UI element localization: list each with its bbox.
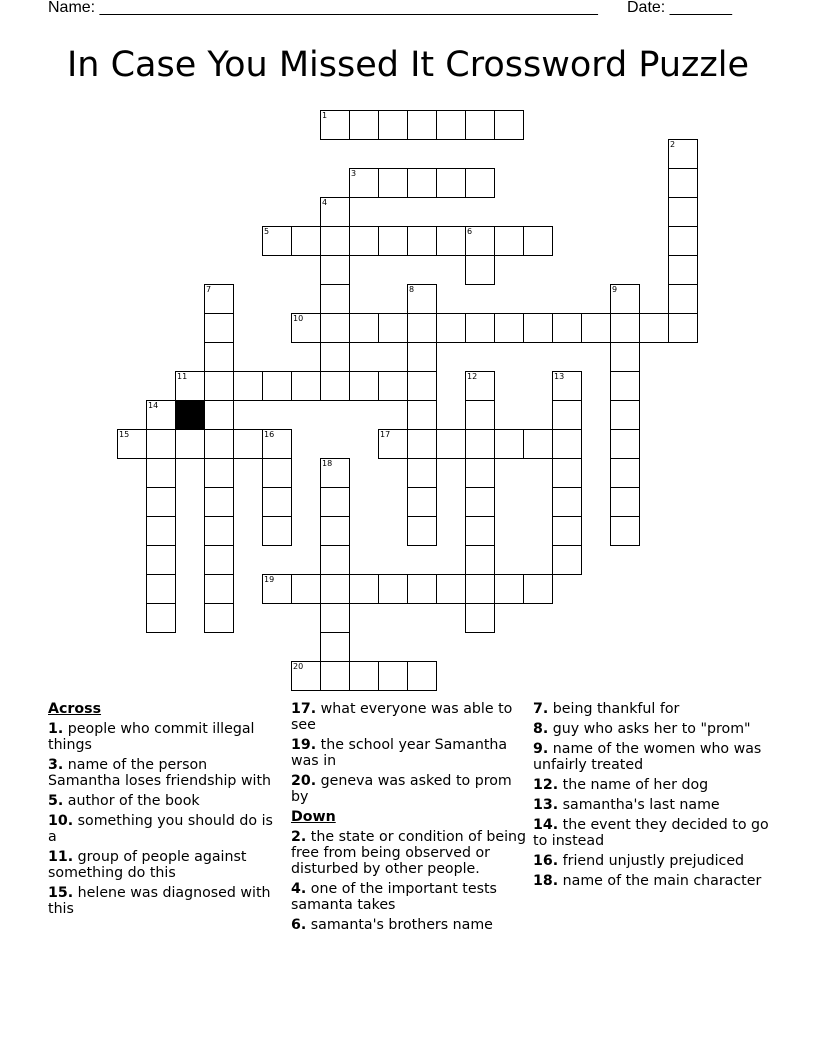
page-title: In Case You Missed It Crossword Puzzle: [66, 45, 750, 85]
grid-cell[interactable]: [610, 458, 640, 488]
grid-cell[interactable]: [494, 110, 524, 140]
clue-number: 9: [612, 285, 618, 294]
grid-cell[interactable]: [436, 313, 466, 343]
down-clue: 12. the name of her dog: [533, 777, 709, 793]
grid-cell[interactable]: [204, 545, 234, 575]
grid-cell[interactable]: [175, 371, 205, 401]
grid-cell[interactable]: [407, 429, 437, 459]
grid-cell[interactable]: [436, 429, 466, 459]
grid-cell[interactable]: [639, 313, 669, 343]
grid-cell[interactable]: [465, 545, 495, 575]
date-field: Date: _______: [627, 0, 732, 16]
grid-cell[interactable]: [465, 371, 495, 401]
grid-cell[interactable]: [378, 429, 408, 459]
grid-cell[interactable]: [668, 139, 698, 169]
clue-number: 20: [293, 662, 304, 671]
grid-cell[interactable]: [378, 313, 408, 343]
grid-cell[interactable]: [407, 168, 437, 198]
grid-cell[interactable]: [523, 313, 553, 343]
clue-number: 14: [148, 401, 159, 410]
grid-cell[interactable]: [436, 168, 466, 198]
grid-cell[interactable]: [146, 516, 176, 546]
grid-cell[interactable]: [668, 168, 698, 198]
grid-cell[interactable]: [668, 197, 698, 227]
across-heading: Across: [48, 701, 102, 717]
clue-number: 11: [177, 372, 188, 381]
grid-cell[interactable]: [349, 661, 379, 691]
grid-cell[interactable]: [407, 574, 437, 604]
grid-cell[interactable]: [233, 429, 263, 459]
grid-cell[interactable]: [262, 487, 292, 517]
grid-cell[interactable]: [465, 603, 495, 633]
grid-cell[interactable]: [320, 342, 350, 372]
grid-cell[interactable]: [407, 487, 437, 517]
grid-cell[interactable]: [262, 516, 292, 546]
grid-cell[interactable]: [378, 574, 408, 604]
grid-cell[interactable]: [175, 429, 205, 459]
clue-column-3: [533, 701, 769, 893]
down-clue: 16. friend unjustly prejudiced: [533, 853, 745, 869]
grid-cell[interactable]: [465, 574, 495, 604]
grid-cell[interactable]: [552, 516, 582, 546]
grid-cell[interactable]: [407, 110, 437, 140]
grid-cell[interactable]: [465, 429, 495, 459]
grid-cell[interactable]: [262, 574, 292, 604]
down-clue: 14. the event they decided to go to instead: [533, 817, 769, 849]
grid-cell[interactable]: [378, 168, 408, 198]
grid-cell[interactable]: [610, 342, 640, 372]
grid-cell[interactable]: [349, 574, 379, 604]
clue-number: 4: [322, 198, 328, 207]
grid-cell[interactable]: [320, 661, 350, 691]
grid-cell[interactable]: [204, 284, 234, 314]
grid-cell[interactable]: [436, 574, 466, 604]
grid-cell[interactable]: [523, 429, 553, 459]
grid-cell[interactable]: [581, 313, 611, 343]
grid-cell[interactable]: [320, 487, 350, 517]
grid-cell[interactable]: [146, 545, 176, 575]
grid-cell[interactable]: [552, 458, 582, 488]
across-clue: 17. what everyone was able to see: [291, 701, 513, 733]
grid-cell[interactable]: [378, 226, 408, 256]
grid-cell[interactable]: [320, 110, 350, 140]
down-clue: 4. one of the important tests samanta takes: [291, 881, 497, 913]
grid-cell[interactable]: [291, 371, 321, 401]
clue-number: 5: [264, 227, 270, 236]
grid-cell[interactable]: [320, 516, 350, 546]
clue-number: 12: [467, 372, 478, 381]
blocked-square: [175, 400, 205, 430]
grid-cell[interactable]: [668, 313, 698, 343]
grid-cell[interactable]: [465, 516, 495, 546]
grid-cell[interactable]: [320, 313, 350, 343]
grid-cell[interactable]: [465, 458, 495, 488]
grid-cell[interactable]: [610, 371, 640, 401]
grid-cell[interactable]: [552, 545, 582, 575]
grid-cell[interactable]: [552, 400, 582, 430]
grid-cell[interactable]: [320, 574, 350, 604]
grid-cell[interactable]: [204, 342, 234, 372]
grid-cell[interactable]: [465, 226, 495, 256]
clue-number: 18: [322, 459, 333, 468]
grid-cell[interactable]: [668, 255, 698, 285]
clue-number: 8: [409, 285, 415, 294]
grid-cell[interactable]: [262, 226, 292, 256]
grid-cell[interactable]: [320, 197, 350, 227]
down-heading: Down: [291, 809, 336, 825]
clue-column-2: [291, 701, 527, 937]
grid-cell[interactable]: [349, 110, 379, 140]
clue-number: 15: [119, 430, 130, 439]
grid-cell[interactable]: [320, 545, 350, 575]
grid-cell[interactable]: [262, 429, 292, 459]
grid-cell[interactable]: [291, 574, 321, 604]
across-clue: 15. helene was diagnosed with this: [48, 885, 271, 917]
grid-cell[interactable]: [668, 226, 698, 256]
down-clue: 9. name of the women who was unfairly treated: [533, 741, 762, 773]
grid-cell[interactable]: [465, 313, 495, 343]
grid-cell[interactable]: [204, 574, 234, 604]
down-clue: 8. guy who asks her to "prom": [533, 721, 751, 737]
grid-cell[interactable]: [523, 574, 553, 604]
grid-cell[interactable]: [465, 400, 495, 430]
grid-cell[interactable]: [465, 487, 495, 517]
grid-cell[interactable]: [610, 400, 640, 430]
grid-cell[interactable]: [291, 226, 321, 256]
clue-number: 6: [467, 227, 473, 236]
grid-cell[interactable]: [320, 226, 350, 256]
grid-cell[interactable]: [610, 487, 640, 517]
grid-cell[interactable]: [204, 429, 234, 459]
grid-cell[interactable]: [146, 429, 176, 459]
name-field: Name: ________________________________________________________: [48, 0, 598, 16]
grid-cell[interactable]: [407, 313, 437, 343]
grid-cell[interactable]: [494, 574, 524, 604]
grid-cell[interactable]: [407, 342, 437, 372]
grid-cell[interactable]: [349, 313, 379, 343]
grid-cell[interactable]: [262, 371, 292, 401]
grid-cell[interactable]: [407, 516, 437, 546]
grid-cell[interactable]: [349, 226, 379, 256]
grid-cell[interactable]: [407, 661, 437, 691]
across-clue: 10. something you should do is a: [48, 813, 273, 845]
grid-cell[interactable]: [465, 255, 495, 285]
clue-column-1: [48, 701, 280, 921]
grid-cell[interactable]: [494, 429, 524, 459]
grid-cell[interactable]: [320, 458, 350, 488]
grid-cell[interactable]: [320, 255, 350, 285]
grid-cell[interactable]: [610, 516, 640, 546]
grid-cell[interactable]: [146, 603, 176, 633]
clue-number: 13: [554, 372, 565, 381]
grid-cell[interactable]: [320, 284, 350, 314]
grid-cell[interactable]: [349, 168, 379, 198]
grid-cell[interactable]: [668, 284, 698, 314]
grid-cell[interactable]: [146, 458, 176, 488]
grid-cell[interactable]: [552, 313, 582, 343]
grid-cell[interactable]: [204, 400, 234, 430]
down-clue: 13. samantha's last name: [533, 797, 720, 813]
grid-cell[interactable]: [146, 487, 176, 517]
grid-cell[interactable]: [610, 429, 640, 459]
grid-cell[interactable]: [610, 313, 640, 343]
clue-number: 3: [351, 169, 357, 178]
grid-cell[interactable]: [204, 603, 234, 633]
grid-cell[interactable]: [494, 313, 524, 343]
across-clue: 19. the school year Samantha was in: [291, 737, 508, 769]
grid-cell[interactable]: [204, 458, 234, 488]
grid-cell[interactable]: [465, 168, 495, 198]
grid-cell[interactable]: [262, 458, 292, 488]
grid-cell[interactable]: [552, 487, 582, 517]
grid-cell[interactable]: [378, 371, 408, 401]
grid-cell[interactable]: [204, 487, 234, 517]
grid-cell[interactable]: [436, 226, 466, 256]
grid-cell[interactable]: [494, 226, 524, 256]
grid-cell[interactable]: [204, 371, 234, 401]
grid-cell[interactable]: [291, 661, 321, 691]
grid-cell[interactable]: [320, 632, 350, 662]
grid-cell[interactable]: [552, 371, 582, 401]
down-clue: 7. being thankful for: [533, 701, 680, 717]
grid-cell[interactable]: [523, 226, 553, 256]
across-clue: 1. people who commit illegal things: [48, 721, 255, 753]
grid-cell[interactable]: [320, 603, 350, 633]
grid-cell[interactable]: [204, 516, 234, 546]
clue-number: 16: [264, 430, 275, 439]
grid-cell[interactable]: [407, 226, 437, 256]
grid-cell[interactable]: [407, 284, 437, 314]
grid-cell[interactable]: [552, 429, 582, 459]
across-clue: 11. group of people against something do this: [48, 849, 247, 881]
clue-number: 1: [322, 111, 328, 120]
across-clue: 20. geneva was asked to prom by: [291, 773, 512, 805]
grid-cell[interactable]: [407, 371, 437, 401]
clue-number: 17: [380, 430, 391, 439]
grid-cell[interactable]: [378, 661, 408, 691]
grid-cell[interactable]: [320, 371, 350, 401]
grid-cell[interactable]: [204, 313, 234, 343]
clue-number: 7: [206, 285, 212, 294]
grid-cell[interactable]: [465, 110, 495, 140]
grid-cell[interactable]: [291, 313, 321, 343]
down-clue: 6. samanta's brothers name: [291, 917, 493, 933]
down-clue: 2. the state or condition of being free from being observed or disturbed by other people.: [291, 829, 527, 877]
grid-cell[interactable]: [407, 458, 437, 488]
down-clue: 18. name of the main character: [533, 873, 762, 889]
grid-cell[interactable]: [378, 110, 408, 140]
across-clue: 5. author of the book: [48, 793, 200, 809]
grid-cell[interactable]: [117, 429, 147, 459]
grid-cell[interactable]: [233, 371, 263, 401]
grid-cell[interactable]: [146, 574, 176, 604]
clue-number: 2: [670, 140, 676, 149]
grid-cell[interactable]: [436, 110, 466, 140]
grid-cell[interactable]: [407, 400, 437, 430]
grid-cell[interactable]: [349, 371, 379, 401]
grid-cell[interactable]: [610, 284, 640, 314]
clue-number: 10: [293, 314, 304, 323]
grid-cell[interactable]: [146, 400, 176, 430]
clue-number: 19: [264, 575, 275, 584]
across-clue: 3. name of the person Samantha loses friendship with: [48, 757, 272, 789]
